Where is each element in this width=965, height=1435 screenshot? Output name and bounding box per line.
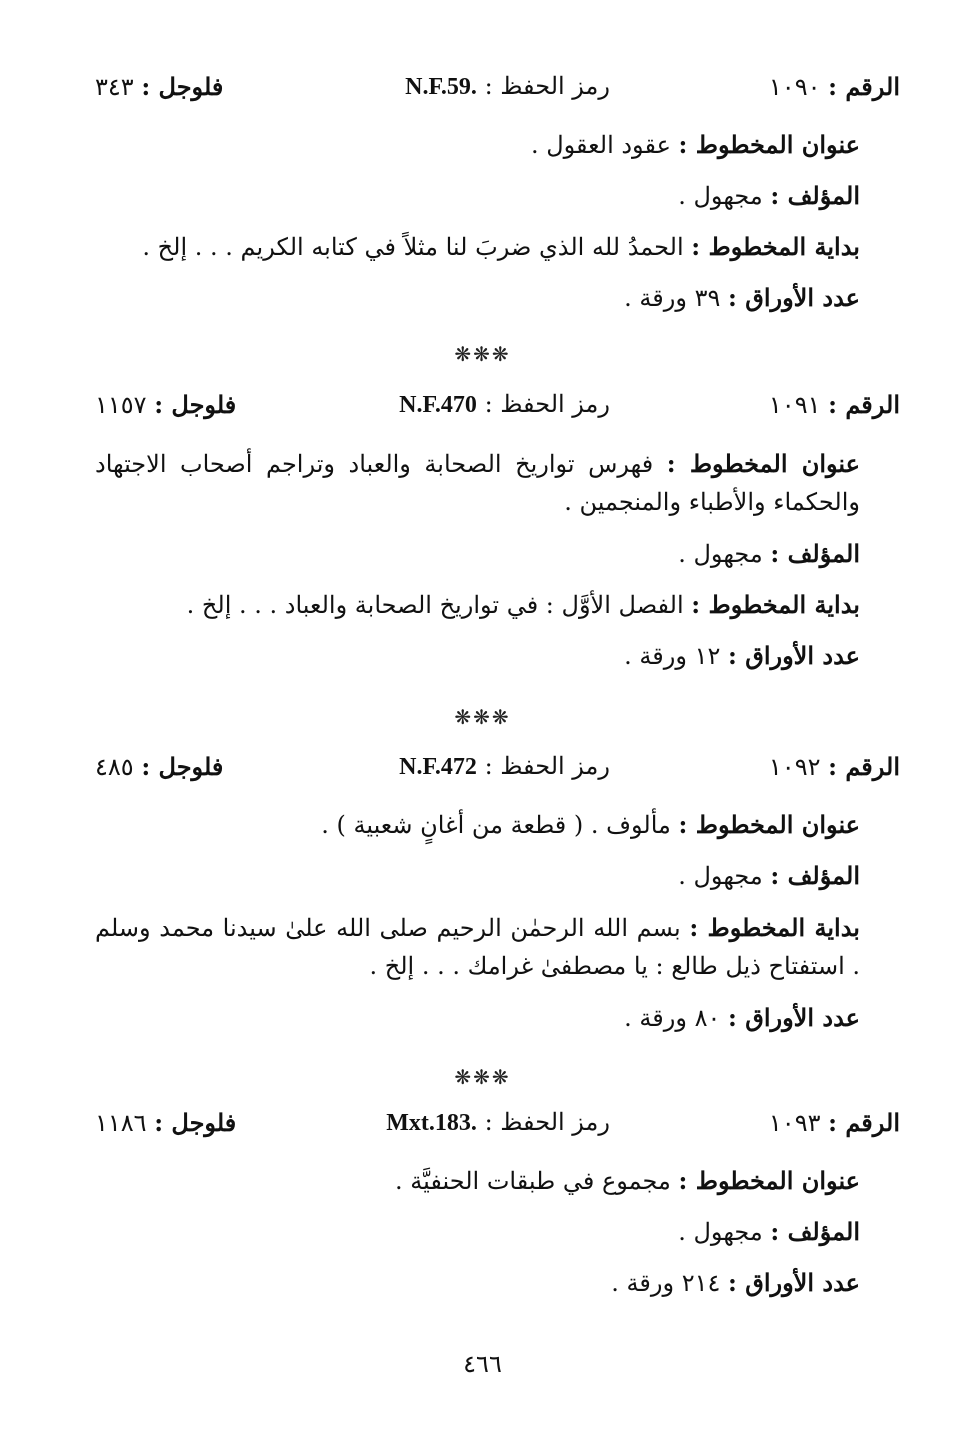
entry-header xyxy=(95,752,900,792)
manuscript-title: عنوان المخطوط : عقود العقول . xyxy=(530,130,860,159)
manuscript-title: عنوان المخطوط : مألوف . ( قطعة من أغانٍ شعبية ) . xyxy=(321,810,860,839)
fluegel-number: فلوجل : ٣٤٣ xyxy=(95,72,224,101)
catalog-entry xyxy=(95,390,900,674)
entry-separator: ❋❋❋ xyxy=(454,1065,511,1089)
manuscript-author: المؤلف : مجهول . xyxy=(678,181,860,210)
entry-number: الرقم : ١٠٩٣ xyxy=(768,1108,900,1137)
shelf-code: رمز الحفظ : N.F.470 xyxy=(399,390,610,418)
manuscript-author: المؤلف : مجهول . xyxy=(678,1217,860,1246)
entry-separator: ❋❋❋ xyxy=(454,705,511,729)
entry-number: الرقم : ١٠٩٠ xyxy=(768,72,900,101)
manuscript-beginning: بداية المخطوط : الحمدُ لله الذي ضربَ لنا مثلاً في كتابه الكريم . . . إلخ . xyxy=(142,232,860,261)
entry-header xyxy=(95,1108,900,1148)
leaf-count: عدد الأوراق : ٢١٤ ورقة . xyxy=(611,1268,860,1297)
entry-header xyxy=(95,72,900,112)
shelf-code: رمز الحفظ : N.F.59. xyxy=(405,72,610,100)
entry-number: الرقم : ١٠٩١ xyxy=(768,390,900,419)
leaf-count: عدد الأوراق : ٨٠ ورقة . xyxy=(624,1003,860,1032)
manuscript-title: عنوان المخطوط : مجموع في طبقات الحنفيَّة . xyxy=(394,1166,860,1195)
catalog-entry xyxy=(95,1108,900,1301)
shelf-code: رمز الحفظ : N.F.472 xyxy=(399,752,610,780)
manuscript-title: عنوان المخطوط : فهرس تواريخ الصحابة والعباد وتراجم أصحاب الاجتهاد والحكماء والأطباء والمنجمين . xyxy=(95,449,860,516)
entry-separator: ❋❋❋ xyxy=(454,342,511,366)
manuscript-author: المؤلف : مجهول . xyxy=(678,861,860,890)
manuscript-beginning: بداية المخطوط : الفصل الأوَّل : في تواريخ الصحابة والعباد . . . إلخ . xyxy=(186,590,860,619)
fluegel-number: فلوجل : ١١٨٦ xyxy=(95,1108,237,1137)
catalog-entry xyxy=(95,752,900,1036)
leaf-count: عدد الأوراق : ٣٩ ورقة . xyxy=(624,283,860,312)
entry-header xyxy=(95,390,900,430)
catalog-entry xyxy=(95,72,900,316)
fluegel-number: فلوجل : ١١٥٧ xyxy=(95,390,237,419)
leaf-count: عدد الأوراق : ١٢ ورقة . xyxy=(624,641,860,670)
page-number: ٤٦٦ xyxy=(463,1350,502,1378)
manuscript-author: المؤلف : مجهول . xyxy=(678,539,860,568)
fluegel-number: فلوجل : ٤٨٥ xyxy=(95,752,224,781)
manuscript-beginning: بداية المخطوط : بسم الله الرحمٰن الرحيم صلى الله علىٰ سيدنا محمد وسلم . استفتاح ذيل طالع : يا مصطفىٰ غرامك . . . إلخ . xyxy=(95,913,860,980)
entry-number: الرقم : ١٠٩٢ xyxy=(768,752,900,781)
shelf-code: رمز الحفظ : Mxt.183. xyxy=(386,1108,610,1136)
